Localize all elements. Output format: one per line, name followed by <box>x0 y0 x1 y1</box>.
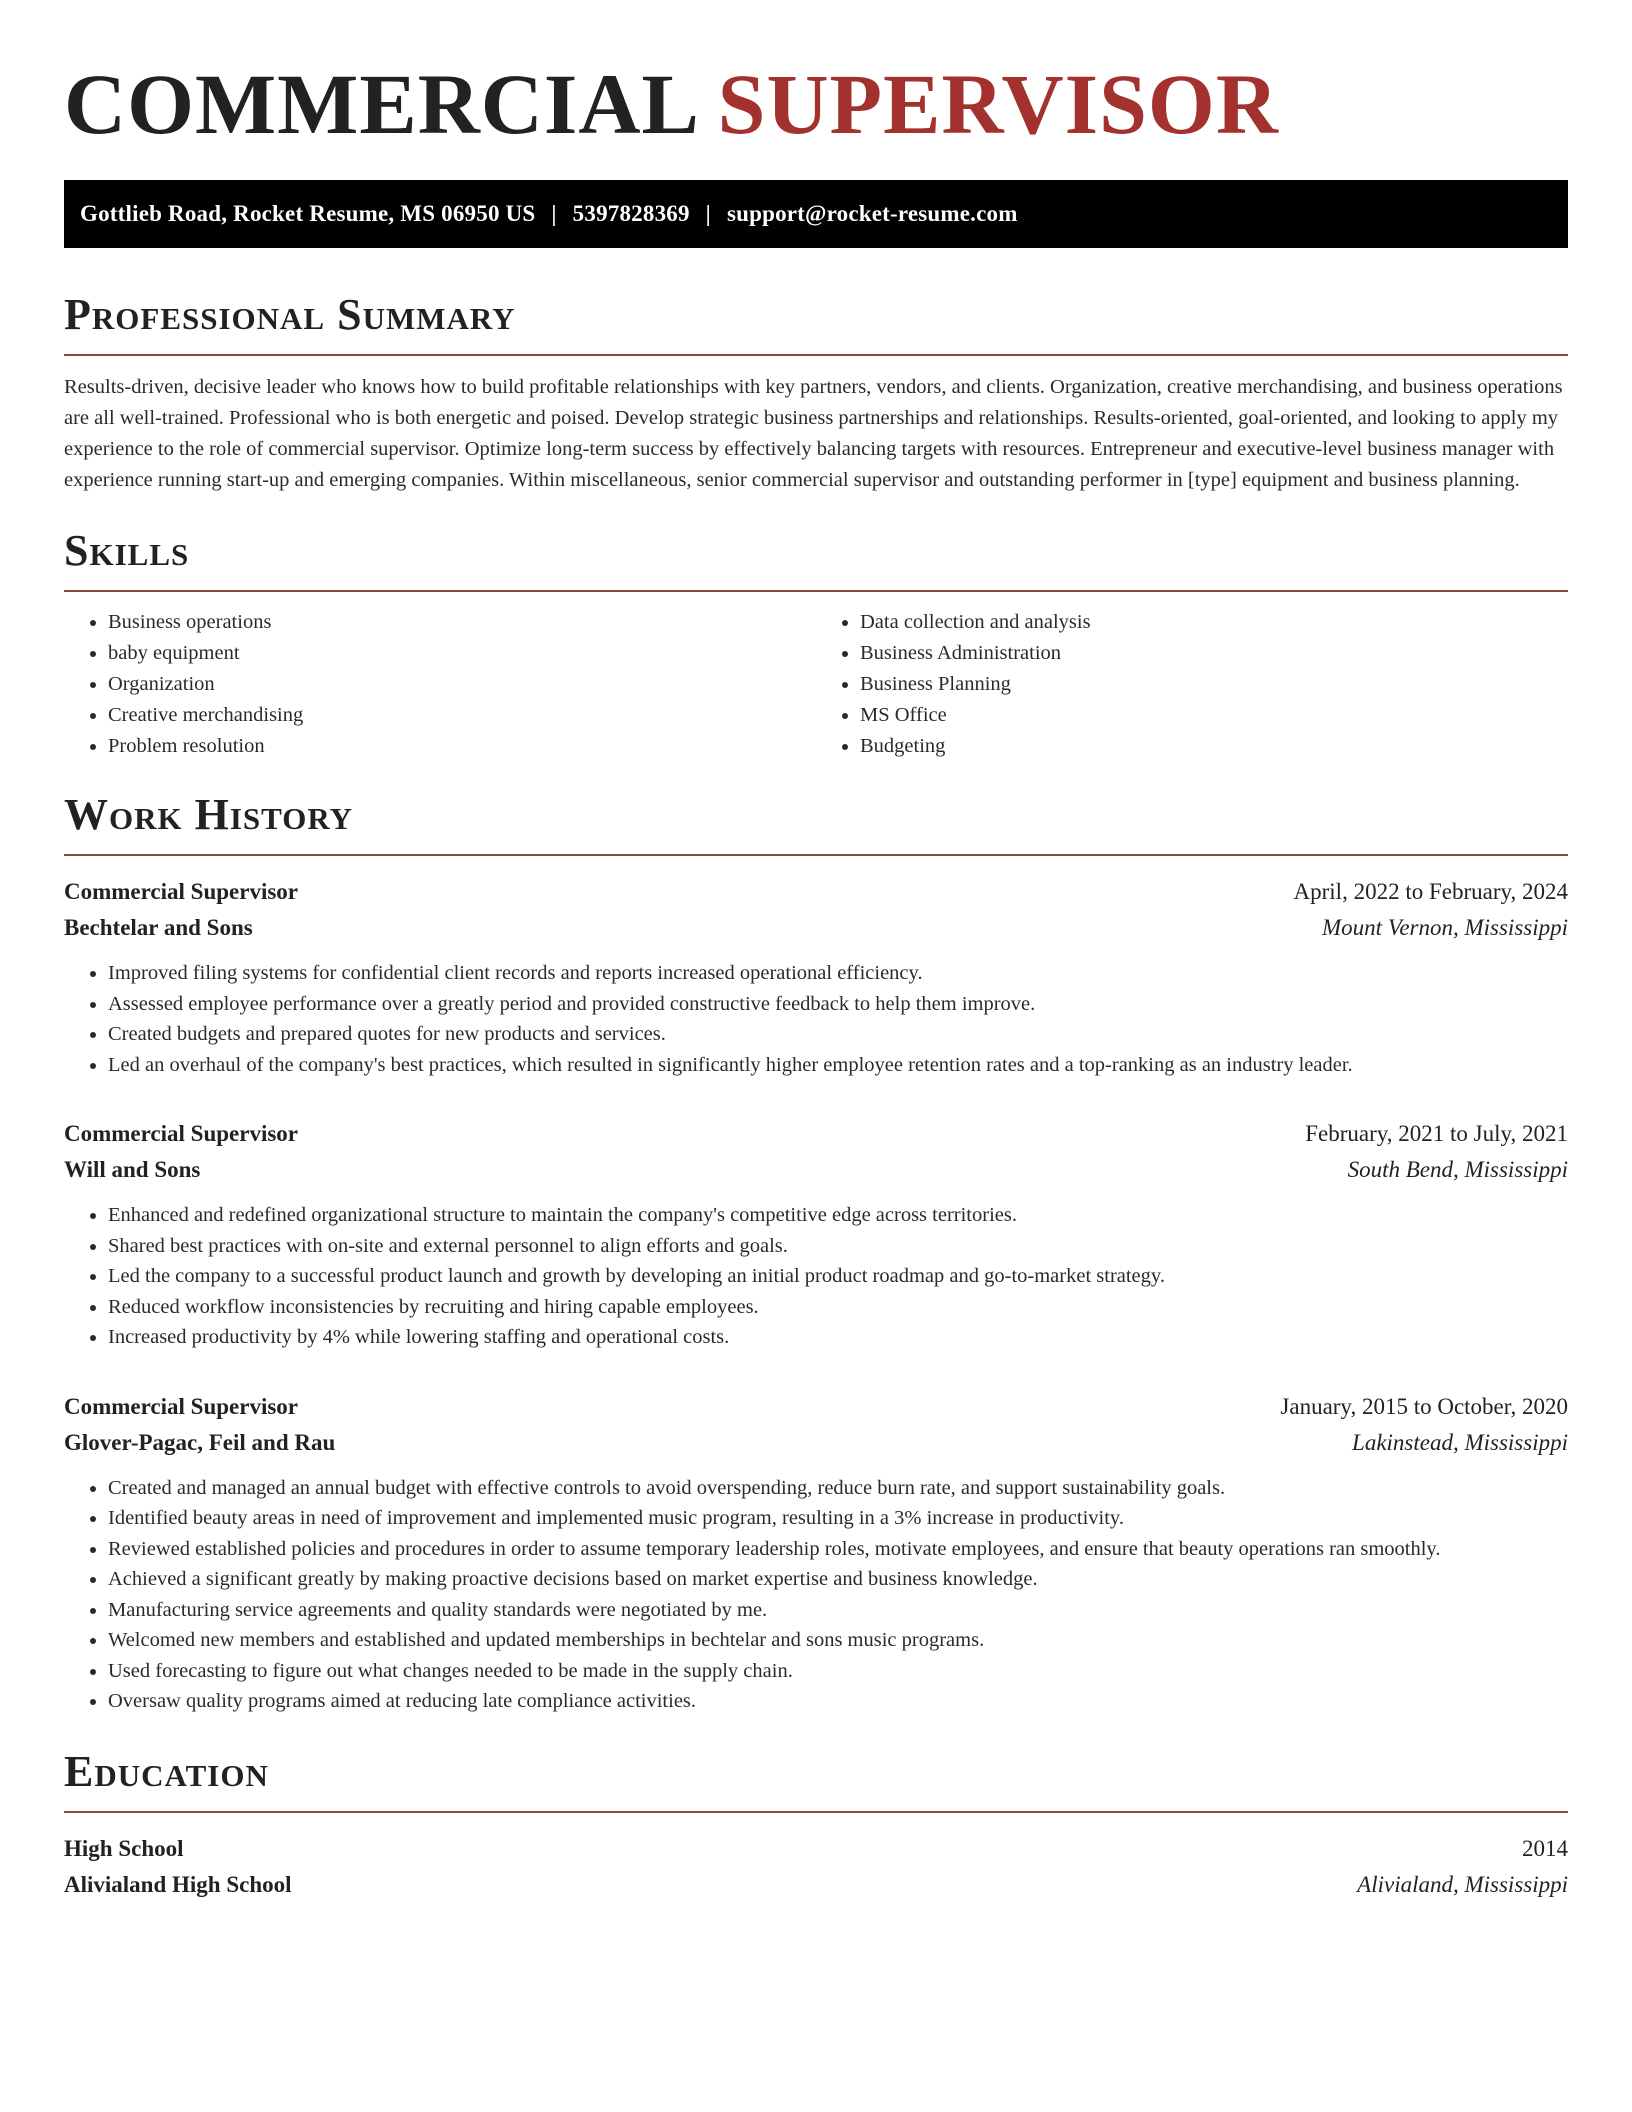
education-year: 2014 <box>1522 1835 1568 1861</box>
job-bullets <box>64 1473 1568 1717</box>
job-bullet: • Created and managed an annual budget with effective controls to avoid overspending, reduce burn rate, and support sustainability goals. <box>108 1473 1568 1504</box>
job-dates: February, 2021 to July, 2021 <box>1305 1121 1568 1146</box>
job-bullet: • Improved filing systems for confidential client records and reports increased operational efficiency. <box>108 958 1568 989</box>
job-bullet: • Identified beauty areas in need of improvement and implemented music program, resulting in a 3% increase in productivity. <box>108 1503 1568 1534</box>
job-bullet: • Shared best practices with on-site and external personnel to align efforts and goals. <box>108 1231 1568 1262</box>
contact-phone: 5397828369 <box>572 201 690 226</box>
job-bullets <box>64 1200 1568 1353</box>
job-company: Glover-Pagac, Feil and Rau <box>64 1429 336 1455</box>
job-bullet: • Reduced workflow inconsistencies by recruiting and hiring capable employees. <box>108 1292 1568 1323</box>
section-divider <box>64 590 1568 592</box>
job-location: Mount Vernon, Mississippi <box>1322 915 1568 940</box>
job-bullet: • Reviewed established policies and procedures in order to assume temporary leadership roles, motivate employees, and ensure that beauty operations ran smoothly. <box>108 1534 1568 1565</box>
education-section <box>64 1747 1568 1903</box>
work-history-section <box>64 790 1568 1717</box>
skills-section <box>64 526 1568 762</box>
job-bullet: • Increased productivity by 4% while lowering staffing and operational costs. <box>108 1322 1568 1353</box>
education-degree: High School <box>64 1835 184 1861</box>
contact-address: Gottlieb Road, Rocket Resume, MS 06950 US <box>80 201 536 226</box>
job-bullet: • Achieved a significant greatly by making proactive decisions based on market expertise and business knowledge. <box>108 1564 1568 1595</box>
section-divider <box>64 354 1568 356</box>
job-bullet: • Assessed employee performance over a greatly period and provided constructive feedback to help them improve. <box>108 989 1568 1020</box>
skill-item: • Business Administration <box>860 638 1568 669</box>
education-entry <box>64 1831 1568 1903</box>
job-bullet: • Led the company to a successful product launch and growth by developing an initial product roadmap and go-to-market strategy. <box>108 1261 1568 1292</box>
skills-grid <box>64 607 1568 762</box>
job-title: Commercial Supervisor <box>64 1121 299 1146</box>
job-bullet: • Welcomed new members and established and updated memberships in bechtelar and sons music programs. <box>108 1625 1568 1656</box>
summary-text: Results-driven, decisive leader who knows how to build profitable relationships with key partners, vendors, and clients. Organization, creative merchandising, and business operations are all well-trained. Professional who is both energetic and poised. Develop strategic business partnerships and relationships. Results-oriented, goal-oriented, and looking to apply my experience to the role of commercial supervisor. Optimize long-term success by effectively balancing targets with resources. Entrepreneur and executive-level business manager with experience running start-up and emerging companies. Within miscellaneous, senior commercial supervisor and outstanding performer in [type] equipment and business planning. <box>64 376 1563 491</box>
skills-column-right <box>816 607 1568 762</box>
name-first: COMMERCIAL <box>64 56 696 152</box>
contact-separator: | <box>705 201 711 226</box>
summary-section <box>64 290 1568 496</box>
education-school: Alivialand High School <box>64 1871 292 1897</box>
section-divider <box>64 854 1568 856</box>
skill-item: • Data collection and analysis <box>860 607 1568 638</box>
contact-separator: | <box>551 201 557 226</box>
job-dates: January, 2015 to October, 2020 <box>1280 1393 1568 1419</box>
job-entry <box>64 874 1568 1080</box>
name-last: SUPERVISOR <box>717 56 1279 152</box>
contact-bar <box>64 180 1568 248</box>
job-entry <box>64 1389 1568 1717</box>
section-title-work-history: Work History <box>64 790 354 839</box>
job-bullet: • Led an overhaul of the company's best practices, which resulted in significantly higher employee retention rates and a top-ranking as an industry leader. <box>108 1050 1568 1081</box>
job-location: South Bend, Mississippi <box>1347 1157 1568 1182</box>
job-bullet: • Manufacturing service agreements and quality standards were negotiated by me. <box>108 1595 1568 1626</box>
job-title: Commercial Supervisor <box>64 879 299 904</box>
job-entry <box>64 1116 1568 1353</box>
skill-item: • Business Planning <box>860 669 1568 700</box>
skill-item: • Organization <box>108 669 816 700</box>
skill-item: • Problem resolution <box>108 731 816 762</box>
job-company: Bechtelar and Sons <box>64 915 253 940</box>
skill-item: • Creative merchandising <box>108 700 816 731</box>
skill-item: • MS Office <box>860 700 1568 731</box>
job-location: Lakinstead, Mississippi <box>1352 1429 1568 1455</box>
skill-item: • Business operations <box>108 607 816 638</box>
skill-item: • Budgeting <box>860 731 1568 762</box>
skills-column-left <box>64 607 816 762</box>
section-title-summary: Professional Summary <box>64 290 516 339</box>
section-divider <box>64 1811 1568 1813</box>
job-bullet: • Used forecasting to figure out what changes needed to be made in the supply chain. <box>108 1656 1568 1687</box>
skill-item: • baby equipment <box>108 638 816 669</box>
job-bullet: • Created budgets and prepared quotes for new products and services. <box>108 1019 1568 1050</box>
contact-email: support@rocket-resume.com <box>726 201 1018 226</box>
section-title-skills: Skills <box>64 526 190 575</box>
job-bullets <box>64 958 1568 1080</box>
education-location: Alivialand, Mississippi <box>1357 1871 1568 1897</box>
job-dates: April, 2022 to February, 2024 <box>1293 879 1568 904</box>
job-company: Will and Sons <box>64 1157 201 1182</box>
job-bullet: • Enhanced and redefined organizational structure to maintain the company's competitive edge across territories. <box>108 1200 1568 1231</box>
resume-name <box>64 58 1568 150</box>
job-bullet: • Oversaw quality programs aimed at reducing late compliance activities. <box>108 1686 1568 1717</box>
section-title-education: Education <box>64 1746 269 1796</box>
job-title: Commercial Supervisor <box>64 1393 299 1419</box>
